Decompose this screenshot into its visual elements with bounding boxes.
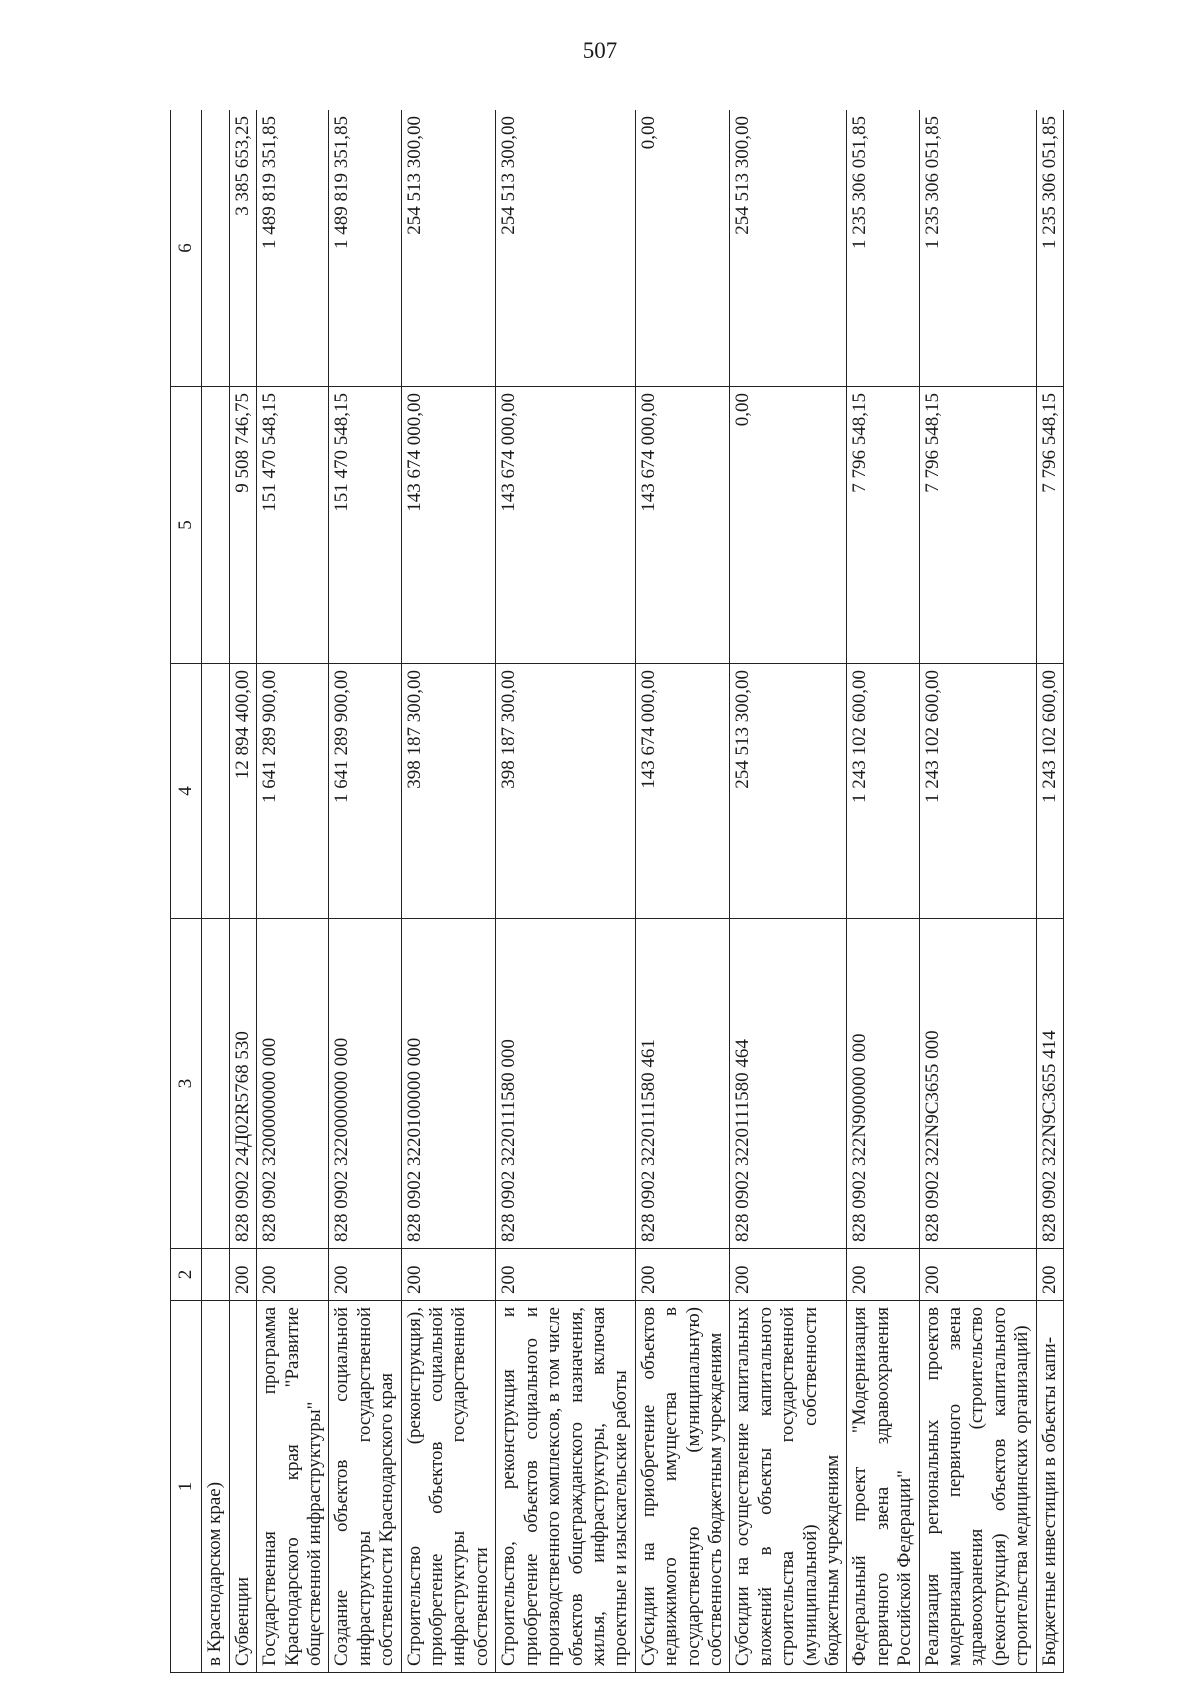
row-executed: 7 796 548,15 (847, 387, 919, 664)
row-code: 200 (1036, 1249, 1063, 1301)
row-classification: 828 0902 3220111580 000 (496, 919, 635, 1249)
row-description: Бюджетные инвестиции в объекты капи- (1036, 1301, 1063, 1673)
row-executed: 151 470 548,15 (257, 387, 329, 664)
row-description: Создание объектов социальной инфраструктуры государственной собственности Краснодарского края (329, 1301, 401, 1673)
table-row (401, 110, 496, 1673)
row-code: 200 (229, 1249, 256, 1301)
row-executed: 143 674 000,00 (635, 387, 730, 664)
column-header: 6 (171, 110, 202, 387)
column-header: 3 (171, 919, 202, 1249)
row-code: 200 (401, 1249, 496, 1301)
row-executed: 0,00 (730, 387, 847, 664)
row-remaining (202, 110, 229, 387)
table-row (257, 110, 329, 1673)
table-row (1036, 110, 1063, 1673)
row-remaining: 1 489 819 351,85 (257, 110, 329, 387)
table-header-row (171, 110, 202, 1673)
rotated-table-frame (170, 110, 1135, 1673)
row-description: Субвенции (229, 1301, 256, 1673)
row-approved: 1 243 102 600,00 (1036, 664, 1063, 919)
row-approved: 1 243 102 600,00 (847, 664, 919, 919)
row-classification: 828 0902 3220100000 000 (401, 919, 496, 1249)
row-remaining: 1 489 819 351,85 (329, 110, 401, 387)
row-approved: 254 513 300,00 (730, 664, 847, 919)
row-code: 200 (257, 1249, 329, 1301)
row-approved: 1 641 289 900,00 (329, 664, 401, 919)
row-description: Реализация региональных проектов модернизации первичного звена здравоохранения (строительство (реконструкция) объектов капитального строительства медицинских организаций) (919, 1301, 1036, 1673)
row-approved: 12 894 400,00 (229, 664, 256, 919)
rotated-table-container (170, 110, 1135, 1673)
row-code: 200 (730, 1249, 847, 1301)
row-classification: 828 0902 24Д02R5768 530 (229, 919, 256, 1249)
row-approved: 143 674 000,00 (635, 664, 730, 919)
table-row (635, 110, 730, 1673)
row-classification: 828 0902 322N9C3655 414 (1036, 919, 1063, 1249)
column-header: 5 (171, 387, 202, 664)
row-remaining: 0,00 (635, 110, 730, 387)
row-classification (202, 919, 229, 1249)
row-executed: 143 674 000,00 (401, 387, 496, 664)
row-classification: 828 0902 322N9C3655 000 (919, 919, 1036, 1249)
row-executed: 143 674 000,00 (496, 387, 635, 664)
row-executed: 9 508 746,75 (229, 387, 256, 664)
row-description: Государственная программа Краснодарского края "Развитие общественной инфраструктуры" (257, 1301, 329, 1673)
column-header: 2 (171, 1249, 202, 1301)
row-code: 200 (847, 1249, 919, 1301)
row-classification: 828 0902 3220111580 464 (730, 919, 847, 1249)
row-approved: 398 187 300,00 (401, 664, 496, 919)
table-row (202, 110, 229, 1673)
row-classification: 828 0902 322N900000 000 (847, 919, 919, 1249)
table-row (847, 110, 919, 1673)
column-header: 4 (171, 664, 202, 919)
row-remaining: 1 235 306 051,85 (1036, 110, 1063, 387)
row-executed: 151 470 548,15 (329, 387, 401, 664)
row-executed: 7 796 548,15 (919, 387, 1036, 664)
row-remaining: 1 235 306 051,85 (847, 110, 919, 387)
row-description: Субсидии на приобретение объектов недвижимого имущества в государственную (муниципальную) собственность бюджетным учреждениям (635, 1301, 730, 1673)
row-executed: 7 796 548,15 (1036, 387, 1063, 664)
row-code (202, 1249, 229, 1301)
table-row (229, 110, 256, 1673)
table-row (496, 110, 635, 1673)
row-code: 200 (919, 1249, 1036, 1301)
row-classification: 828 0902 3220000000 000 (329, 919, 401, 1249)
row-remaining: 3 385 653,25 (229, 110, 256, 387)
table-row (919, 110, 1036, 1673)
row-description: Строительство (реконструкция), приобретение объектов социальной инфраструктуры государственной собственности (401, 1301, 496, 1673)
row-classification: 828 0902 3200000000 000 (257, 919, 329, 1249)
row-remaining: 254 513 300,00 (401, 110, 496, 387)
budget-table (170, 110, 1064, 1673)
row-code: 200 (496, 1249, 635, 1301)
column-header: 1 (171, 1301, 202, 1673)
row-code: 200 (635, 1249, 730, 1301)
row-approved: 398 187 300,00 (496, 664, 635, 919)
row-remaining: 254 513 300,00 (496, 110, 635, 387)
row-remaining: 254 513 300,00 (730, 110, 847, 387)
row-description: Федеральный проект "Модернизация первичного звена здравоохранения Российской Федерации" (847, 1301, 919, 1673)
row-description: Субсидии на осуществление капитальных вложений в объекты капитального строительства государственной (муниципальной) собственности бюджетным учреждениям (730, 1301, 847, 1673)
row-description: Строительство, реконструкция и приобретение объектов социального и производственного комплексов, в том числе объектов общегражданского назначения, жилья, инфраструктуры, включая проектные и изыскательские работы (496, 1301, 635, 1673)
row-remaining: 1 235 306 051,85 (919, 110, 1036, 387)
row-code: 200 (329, 1249, 401, 1301)
row-classification: 828 0902 3220111580 461 (635, 919, 730, 1249)
row-executed (202, 387, 229, 664)
row-description: в Краснодарском крае) (202, 1301, 229, 1673)
row-approved (202, 664, 229, 919)
row-approved: 1 243 102 600,00 (919, 664, 1036, 919)
row-approved: 1 641 289 900,00 (257, 664, 329, 919)
table-row (329, 110, 401, 1673)
table-row (730, 110, 847, 1673)
page-number: 507 (582, 38, 618, 63)
